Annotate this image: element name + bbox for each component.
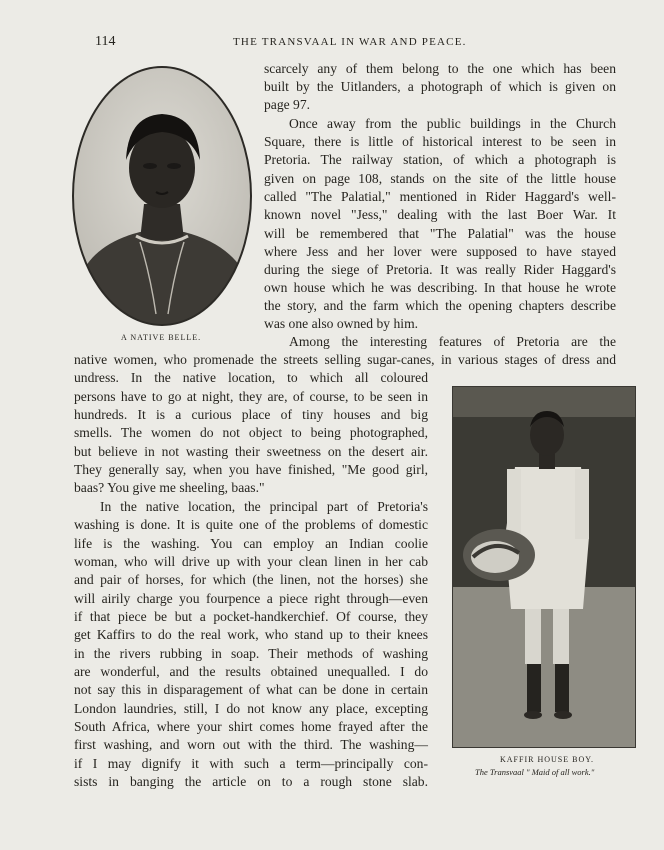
text-line: page 97.: [264, 97, 311, 112]
text-line: washing is done. It is quite one of the problems of domestic: [74, 517, 428, 532]
text-line: Pretoria. The railway station, of which a photograph is: [264, 152, 616, 167]
text-line: if that piece be but a pocket-handkerchief. Of course, they: [74, 609, 428, 624]
text-line: They generally say, when you have finished, "Me good girl,: [74, 462, 428, 477]
text-line: South Africa, where your shirt comes home frayed after the: [74, 719, 428, 734]
text-line: baas? You give me sheeling, baas.": [74, 480, 265, 495]
text-line: native women, who promenade the streets selling sugar-canes, in various stages of dress and: [74, 352, 616, 367]
page-number: 114: [95, 34, 116, 49]
portrait-caption: A NATIVE BELLE.: [121, 333, 202, 342]
text-line: persons have to go at night, they are, of course, to be seen in: [74, 389, 428, 404]
text-line: Once away from the public buildings in the Church: [289, 116, 616, 131]
text-line: woman, who will drive up with your clean linen in her cab: [74, 554, 428, 569]
text-line: the story, and the farm which the opening chapters describe: [264, 298, 616, 313]
text-line: given on page 108, stands on the site of the little house: [264, 171, 616, 186]
house-boy-caption: KAFFIR HOUSE BOY.: [500, 755, 594, 764]
text-line: Square, there is little of historical interest to be seen in: [264, 134, 616, 149]
text-line: life is the washing. You can employ an Indian coolie: [74, 536, 428, 551]
text-line: not say this in disparagement of what can be done in certain: [74, 682, 428, 697]
text-line: scarcely any of them belong to the one which has been: [264, 61, 616, 76]
text-line: in the rivers rubbing in soap. Their methods of washing: [74, 646, 428, 661]
text-line: and pair of horses, for which (the linen, not the horses) she: [74, 572, 428, 587]
text-line: will be remembered that "The Palatial" was the house: [264, 226, 616, 241]
page-header: [0, 34, 664, 50]
portrait-photo: [70, 64, 254, 328]
text-line: was one also owned by him.: [264, 316, 419, 331]
text-line: if I may dignify it with such a term—principally con-: [74, 756, 428, 771]
text-line: sists in banging the article on to a rough stone slab.: [74, 774, 428, 789]
house-boy-photo: [452, 386, 636, 748]
text-line: during the siege of Pretoria. It was really Rider Haggard's: [264, 262, 616, 277]
text-line: Among the interesting features of Pretoria are the: [289, 334, 616, 349]
text-line: hundreds. It is a curious place of tiny houses and big: [74, 407, 428, 422]
text-line: are wonderful, and the results obtained unequalled. I do: [74, 664, 428, 679]
text-line: get Kaffirs to do the real work, who stand up to their knees: [74, 627, 428, 642]
text-line: London laundries, still, I do not know any place, excepting: [74, 701, 428, 716]
running-title: THE TRANSVAAL IN WAR AND PEACE.: [233, 36, 467, 48]
text-line: In the native location, the principal part of Pretoria's: [100, 499, 428, 514]
text-line: own house which he was describing. In that house he wrote: [264, 280, 616, 295]
text-line: called "The Palatial," mentioned in Rider Haggard's well-: [264, 189, 616, 204]
text-line: undress. In the native location, to which all coloured: [74, 370, 428, 385]
text-line: where Jess and her lover were supposed to have stayed: [264, 244, 616, 259]
text-line: but believe in not wasting their sweetness on the desert air.: [74, 444, 428, 459]
text-line: smells. The women do not object to being photographed,: [74, 425, 428, 440]
text-line: will airily charge you fourpence a piece right through—even: [74, 591, 428, 606]
text-line: known novel "Jess," dealing with the last Boer War. It: [264, 207, 616, 222]
text-line: built by the Uitlanders, a photograph of which is given on: [264, 79, 616, 94]
text-line: first washing, and worn out with the third. The washing—: [74, 737, 428, 752]
house-boy-subcaption: The Transvaal " Maid of all work.": [475, 767, 595, 777]
